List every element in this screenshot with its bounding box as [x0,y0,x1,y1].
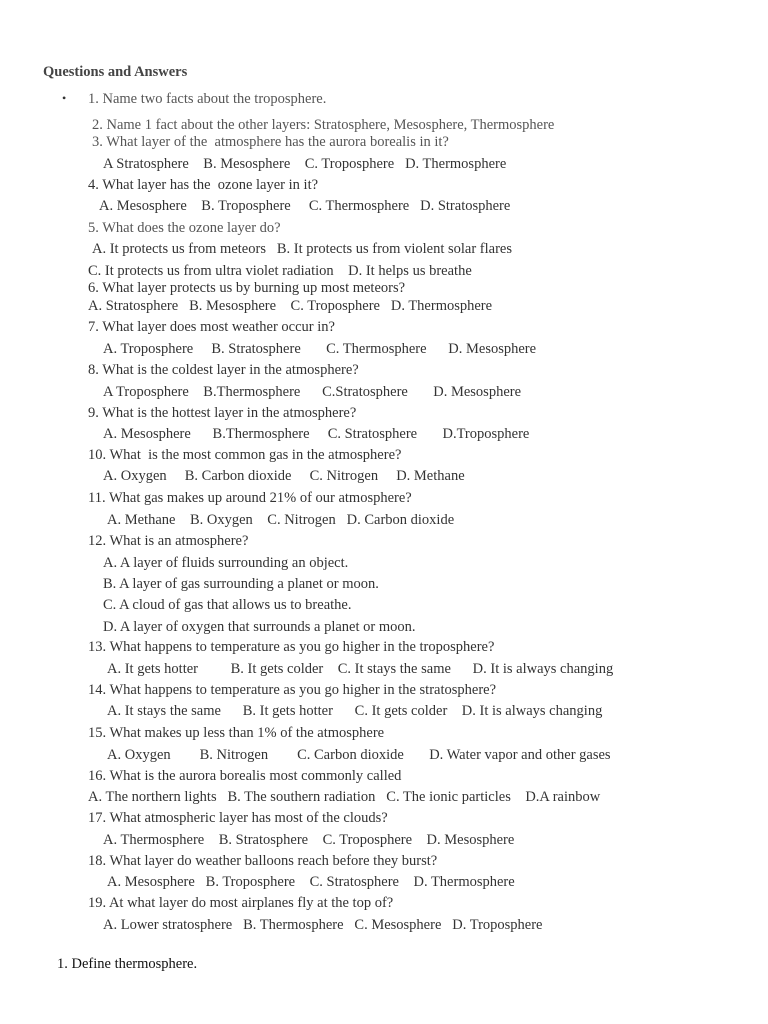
question-line: 10. What is the most common gas in the atmosphere? [88,447,402,463]
question-line: 2. Name 1 fact about the other layers: Stratosphere, Mesosphere, Thermosphere [92,117,555,133]
answer-line: A Stratosphere B. Mesosphere C. Troposphere D. Thermosphere [103,156,507,172]
question-line: 16. What is the aurora borealis most commonly called [88,768,402,784]
answer-line: A. It protects us from meteors B. It protects us from violent solar flares [92,241,512,257]
answer-line: A. Thermosphere B. Stratosphere C. Troposphere D. Mesosphere [103,832,515,848]
answer-line: D. A layer of oxygen that surrounds a planet or moon. [103,619,416,635]
answer-line: A. A layer of fluids surrounding an object. [103,555,349,571]
answer-line: A. Oxygen B. Carbon dioxide C. Nitrogen D. Methane [103,468,465,484]
question-line: 8. What is the coldest layer in the atmosphere? [88,362,359,378]
answer-line: C. It protects us from ultra violet radiation D. It helps us breathe [88,263,472,279]
question-line: 6. What layer protects us by burning up most meteors? [88,280,406,296]
question-line: 17. What atmospheric layer has most of the clouds? [88,810,388,826]
page-heading: Questions and Answers [43,64,188,80]
answer-line: A. Stratosphere B. Mesosphere C. Troposphere D. Thermosphere [88,298,493,314]
answer-line: A. Mesosphere B. Troposphere C. Thermosphere D. Stratosphere [99,198,511,214]
answer-line: A. It stays the same B. It gets hotter C. It gets colder D. It is always changing [107,703,603,719]
question-line: 4. What layer has the ozone layer in it? [88,177,319,193]
question-line: 7. What layer does most weather occur in? [88,319,335,335]
answer-line: A. Mesosphere B. Troposphere C. Stratosphere D. Thermosphere [107,874,515,890]
answer-line: A. The northern lights B. The southern radiation C. The ionic particles D.A rainbow [88,789,601,805]
question-line: 13. What happens to temperature as you go higher in the troposphere? [88,639,495,655]
question-line: 3. What layer of the atmosphere has the aurora borealis in it? [92,134,449,150]
answer-line: A. Oxygen B. Nitrogen C. Carbon dioxide D. Water vapor and other gases [107,747,611,763]
question-line: 12. What is an atmosphere? [88,533,249,549]
question-line: 19. At what layer do most airplanes fly at the top of? [88,895,394,911]
answer-line: A Troposphere B.Thermosphere C.Stratosphere D. Mesosphere [103,384,522,400]
footer-question: 1. Define thermosphere. [57,956,198,972]
question-line: 5. What does the ozone layer do? [88,220,281,236]
answer-line: C. A cloud of gas that allows us to breathe. [103,597,352,613]
answer-line: B. A layer of gas surrounding a planet or moon. [103,576,379,592]
answer-line: A. Methane B. Oxygen C. Nitrogen D. Carbon dioxide [107,512,455,528]
question-line: 1. Name two facts about the troposphere. [88,91,327,107]
question-line: 14. What happens to temperature as you go higher in the stratosphere? [88,682,497,698]
answer-line: A. Lower stratosphere B. Thermosphere C. Mesosphere D. Troposphere [103,917,543,933]
question-line: 18. What layer do weather balloons reach before they burst? [88,853,438,869]
answer-line: A. Mesosphere B.Thermosphere C. Stratosphere D.Troposphere [103,426,530,442]
question-line: 9. What is the hottest layer in the atmosphere? [88,405,357,421]
question-line: 15. What makes up less than 1% of the atmosphere [88,725,385,741]
question-line: 11. What gas makes up around 21% of our atmosphere? [88,490,412,506]
bullet-marker: • [62,91,67,105]
answer-line: A. It gets hotter B. It gets colder C. It stays the same D. It is always changing [107,661,614,677]
answer-line: A. Troposphere B. Stratosphere C. Thermosphere D. Mesosphere [103,341,537,357]
